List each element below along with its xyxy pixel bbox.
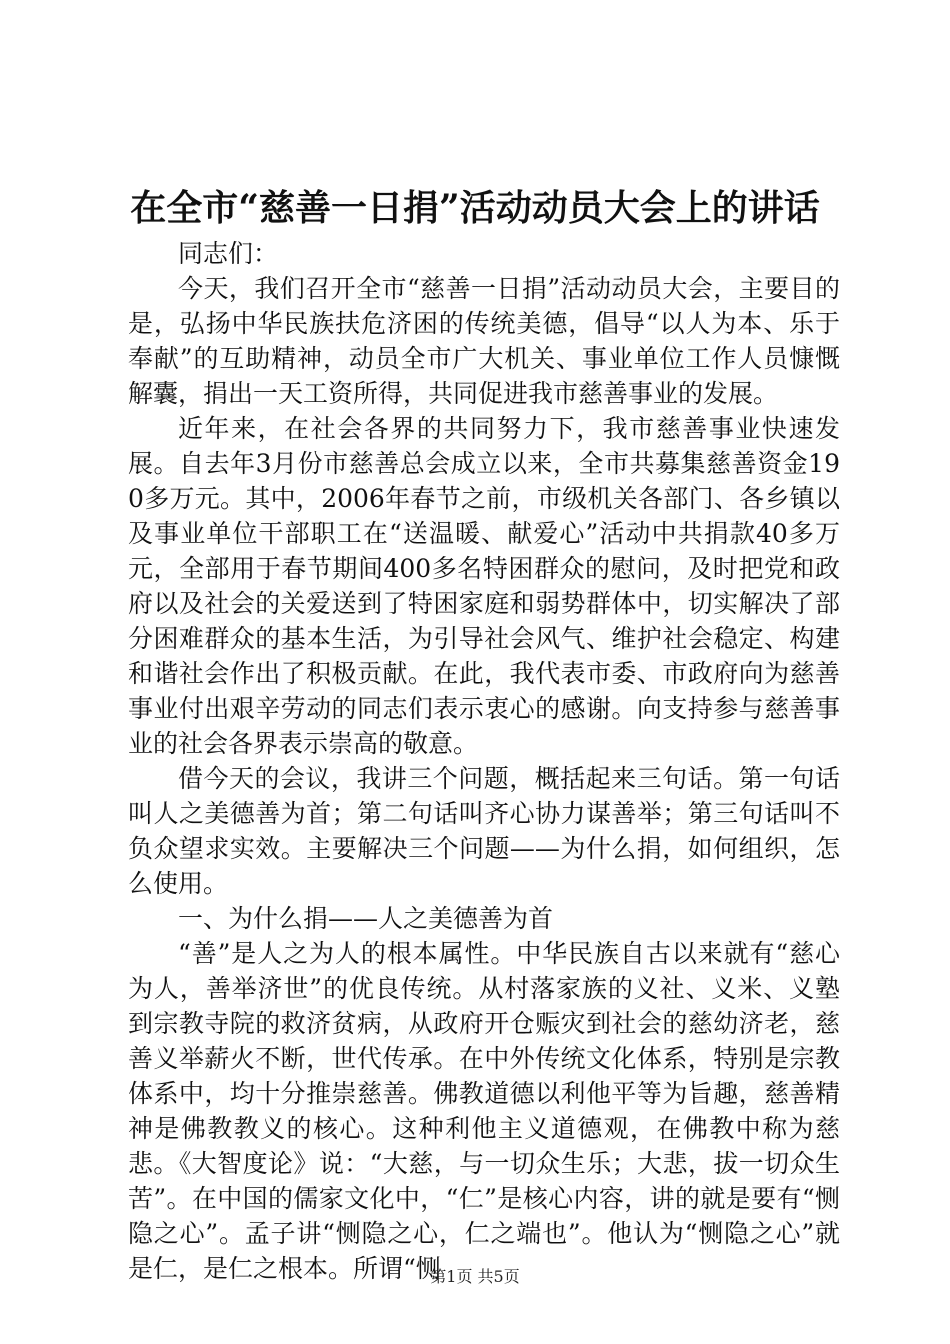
page-number: 第1页 共5页: [430, 1267, 520, 1286]
paragraph-purpose: 今天，我们召开全市“慈善一日捐”活动动员大会，主要目的是，弘扬中华民族扶危济困的传统美德，倡导“以人为本、乐于奉献”的互助精神，动员全市广大机关、事业单位工作人员慷慨解囊，捐出一天工资所得，共同促进我市慈善事业的发展。: [128, 274, 840, 408]
document-body: [128, 236, 840, 1286]
section-heading-1: 一、为什么捐——人之美德善为首: [178, 904, 554, 933]
paragraph-achievements: 近年来，在社会各界的共同努力下，我市慈善事业快速发展。自去年3月份市慈善总会成立以来，全市共募集慈善资金190多万元。其中，2006年春节之前，市级机关各部门、各乡镇以及事业单位干部职工在“送温暖、献爱心”活动中共捐款40多万元，全部用于春节期间400多名特困群众的慰问，及时把党和政府以及社会的关爱送到了特困家庭和弱势群体中，切实解决了部分困难群众的基本生活，为引导社会风气、维护社会稳定、构建和谐社会作出了积极贡献。在此，我代表市委、市政府向为慈善事业付出艰辛劳动的同志们表示衷心的感谢。向支持参与慈善事业的社会各界表示崇高的敬意。: [128, 414, 840, 758]
paragraph-three-points: 借今天的会议，我讲三个问题，概括起来三句话。第一句话叫人之美德善为首；第二句话叫齐心协力谋善举；第三句话叫不负众望求实效。主要解决三个问题——为什么捐，如何组织，怎么使用。: [128, 764, 840, 898]
paragraph-virtue: “善”是人之为人的根本属性。中华民族自古以来就有“慈心为人，善举济世”的优良传统。从村落家族的义社、义米、义塾到宗教寺院的救济贫病，从政府开仓赈灾到社会的慈幼济老，慈善义举薪火不断，世代传承。在中外传统文化体系，特别是宗教体系中，均十分推崇慈善。佛教道德以利他平等为旨趣，慈善精神是佛教教义的核心。这种利他主义道德观，在佛教中称为慈悲。《大智度论》说：“大慈，与一切众生乐；大悲，拔一切众生苦”。在中国的儒家文化中，“仁”是核心内容，讲的就是要有“恻隐之心”。孟子讲“恻隐之心，仁之端也”。他认为“恻隐之心”就是仁，是仁之根本。所谓“恻: [128, 939, 840, 1283]
document-title: 在全市“慈善一日捐”活动动员大会上的讲话: [130, 187, 820, 229]
salutation: 同志们：: [178, 239, 279, 268]
